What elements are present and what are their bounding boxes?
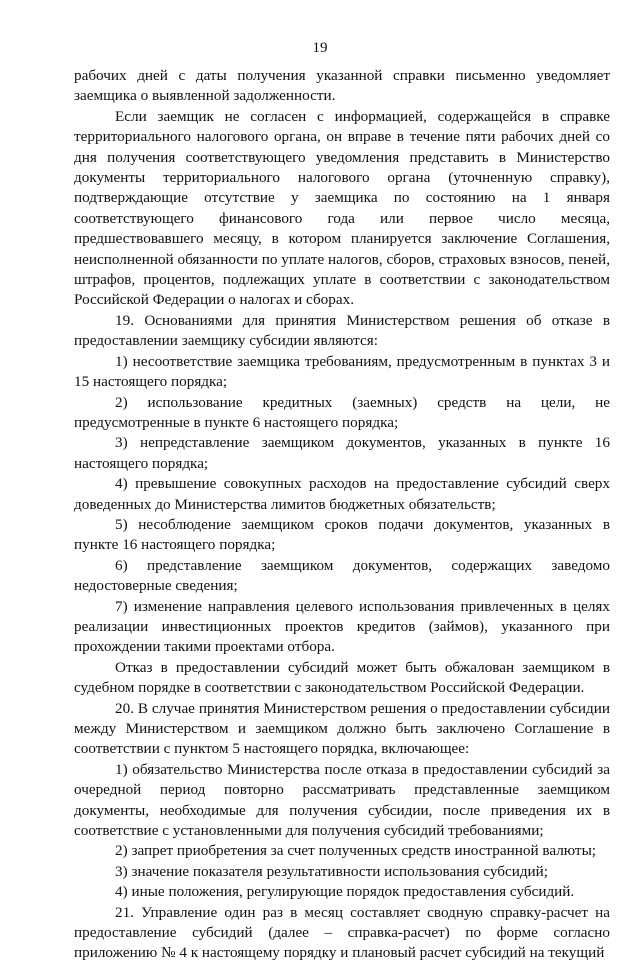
paragraph-19-refusal-grounds: 19. Основаниями для принятия Министерством решения об отказе в предоставлении заемщику субсидии являются: [74,311,610,350]
list-item-20-1: 1) обязательство Министерства после отказа в предоставлении субсидий за очередной период повторно рассматривать представленные заемщиком документы, необходимые для получения субсидии, после приведения их в соответствие с установленными для получения субсидий требованиями; [74,760,610,840]
paragraph-borrower-disagreement: Если заемщик не согласен с информацией, содержащейся в справке территориального налогового органа, он вправе в течение пяти рабочих дней со дня получения соответствующего уведомления представить в Министерство документы территориального налогового органа (уточненную справку), подтверждающие отсутствие у заемщика по состоянию на 1 января соответствующего финансового года или первое число месяца, предшествовавшего месяцу, в котором планируется заключение Соглашения, неисполненной обязанности по уплате налогов, сборов, страховых взносов, пеней, штрафов, процентов, подлежащих уплате в соответствии с законодательством Российской Федерации о налогах и сборах. [74,107,610,309]
list-item-19-6: 6) представление заемщиком документов, содержащих заведомо недостоверные сведения; [74,556,610,595]
list-item-19-2: 2) использование кредитных (заемных) средств на цели, не предусмотренные в пункте 6 настоящего порядка; [74,393,610,431]
paragraph-appeal: Отказ в предоставлении субсидий может быть обжалован заемщиком в судебном порядке в соответствии с законодательством Российской Федерации. [74,658,610,697]
list-item-19-1: 1) несоответствие заемщика требованиям, предусмотренным в пунктах 3 и 15 настоящего порядка; [74,352,610,391]
paragraph-20-agreement: 20. В случае принятия Министерством решения о предоставлении субсидии между Министерством и заемщиком должно быть заключено Соглашение в соответствии с пунктом 5 настоящего порядка, включающее: [74,699,610,758]
list-item-20-3: 3) значение показателя результативности использования субсидий; [115,862,549,880]
paragraph-21-summary-calculation: 21. Управление один раз в месяц составляет сводную справку-расчет на предоставление субсидий (далее – справка-расчет) по форме согласно приложению № 4 к настоящему порядку и плановый расчет субсидий на текущий [74,903,610,962]
page-number: 19 [312,40,328,56]
list-item-19-4: 4) превышение совокупных расходов на предоставление субсидий сверх доведенных до Министерства лимитов бюджетных обязательств; [74,475,610,513]
list-item-19-5: 5) несоблюдение заемщиком сроков подачи документов, указанных в пункте 16 настоящего порядка; [74,515,610,554]
document-body [74,66,610,964]
list-item-20-4: 4) иные положения, регулирующие порядок предоставления субсидий. [115,883,575,901]
list-item-20-2: 2) запрет приобретения за счет полученных средств иностранной валюты; [115,842,596,860]
list-item-19-7: 7) изменение направления целевого использования привлеченных в целях реализации инвестиционных проектов кредитов (займов), указанного при прохождении такими проектами отбора. [74,597,610,656]
paragraph-tax-debt-notice: рабочих дней с даты получения указанной справки письменно уведомляет заемщика о выявленной задолженности. [74,67,610,105]
list-item-19-3: 3) непредставление заемщиком документов, указанных в пункте 16 настоящего порядка; [74,434,610,472]
